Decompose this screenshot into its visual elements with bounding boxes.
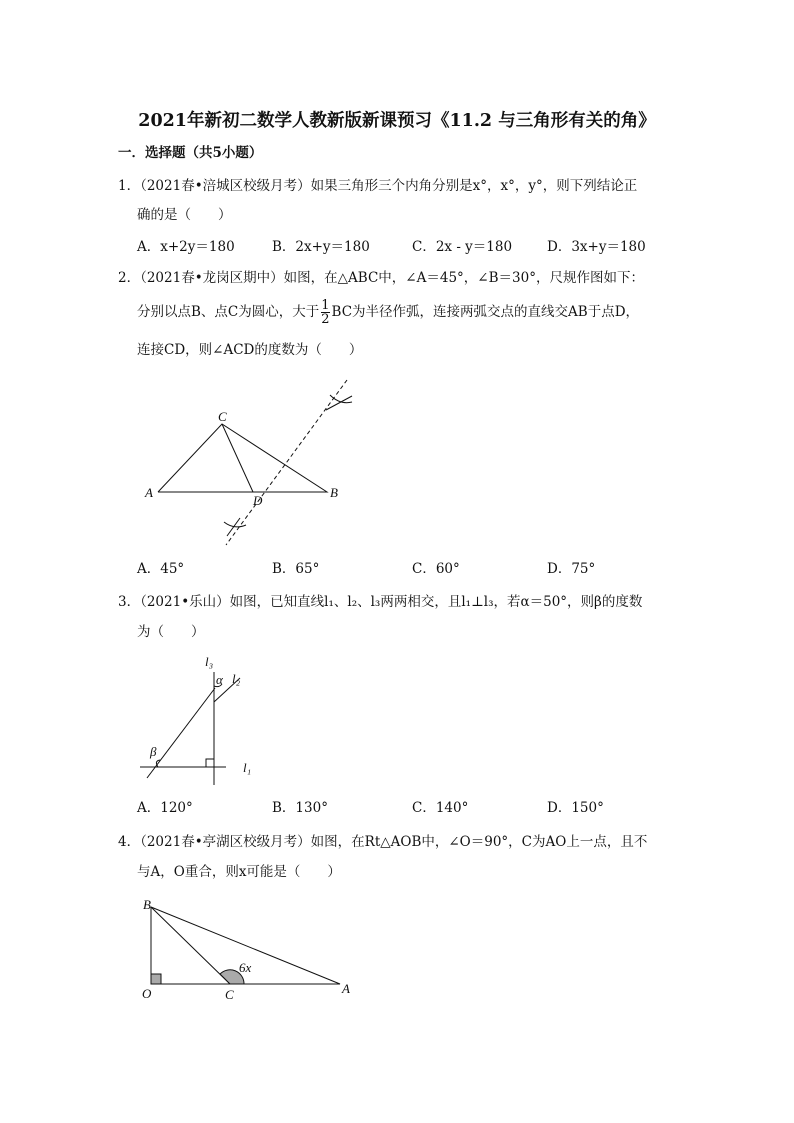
q2-stem: 2．（2021春•龙岗区期中）如图，在△ABC中，∠A＝45°，∠B＝30°，尺规作图如下：: [118, 270, 644, 286]
label-c: C: [225, 987, 234, 1002]
q1-option-d[interactable]: D．3x+y＝180: [547, 239, 646, 255]
right-angle-mark: [151, 974, 161, 984]
q3-stem: 3．（2021•乐山）如图，已知直线l₁、l₂、l₃两两相交，且l₁⊥l₃，若α＝50°，则β的度数: [118, 594, 643, 610]
label-l1: l₁: [243, 760, 252, 775]
segment-bc: [151, 907, 230, 984]
q3-option-a[interactable]: A．120°: [137, 800, 193, 816]
q2-option-b[interactable]: B．65°: [272, 561, 320, 577]
perpendicular-bisector: [226, 380, 347, 545]
label-a: A: [342, 981, 350, 996]
q3-option-d[interactable]: D．150°: [547, 800, 604, 816]
label-a: A: [145, 485, 153, 500]
label-6x: 6x: [239, 960, 252, 975]
q2-figure: [158, 380, 352, 545]
q3-option-c[interactable]: C．140°: [412, 800, 469, 816]
q1-stem: 1．（2021春•涪城区校级月考）如果三角形三个内角分别是x°，x°，y°，则下列结论正: [118, 178, 638, 194]
document-title: 2021年新初二数学人教新版新课预习《11.2 与三角形有关的角》: [138, 111, 656, 131]
q1-option-b[interactable]: B．2x+y＝180: [272, 239, 370, 255]
q4-stem-cont: 与A，O重合，则x可能是（ ）: [137, 864, 341, 880]
label-d: D: [253, 493, 263, 508]
section-heading: 一．选择题（共5小题）: [118, 145, 263, 161]
q1-option-a[interactable]: A．x+2y＝180: [137, 239, 235, 255]
label-b: B: [143, 897, 151, 912]
label-alpha: α: [216, 672, 223, 687]
q3-figure: [140, 672, 240, 785]
q2-option-d[interactable]: D．75°: [547, 561, 596, 577]
q1-option-c[interactable]: C．2x - y＝180: [412, 239, 513, 255]
q3-option-b[interactable]: B．130°: [272, 800, 328, 816]
fraction-numerator: 1: [321, 298, 330, 313]
q2-option-a[interactable]: A．45°: [137, 561, 185, 577]
q1-stem-cont: 确的是（ ）: [137, 207, 232, 223]
label-o: O: [142, 986, 152, 1001]
label-c: C: [218, 409, 227, 424]
right-angle-mark: [206, 759, 214, 767]
q2-text-b: BC为半径作弧，连接两弧交点的直线交AB于点D，: [331, 304, 640, 320]
label-b: B: [330, 485, 338, 500]
fraction-denominator: 2: [321, 312, 330, 327]
triangle-abc: [158, 424, 327, 492]
q2-text-a: 分别以点B、点C为圆心，大于: [137, 304, 320, 320]
q4-stem: 4．（2021春•亭湖区校级月考）如图，在Rt△AOB中，∠O＝90°，C为AO上一点，且不: [118, 834, 648, 850]
label-l2: l₂: [232, 671, 241, 686]
q3-stem-cont: 为（ ）: [137, 624, 205, 640]
label-beta: β: [150, 744, 157, 759]
q2-option-c[interactable]: C．60°: [412, 561, 460, 577]
q2-stem-cont2: 连接CD，则∠ACD的度数为（ ）: [137, 342, 363, 358]
label-l3: l₃: [205, 654, 214, 669]
